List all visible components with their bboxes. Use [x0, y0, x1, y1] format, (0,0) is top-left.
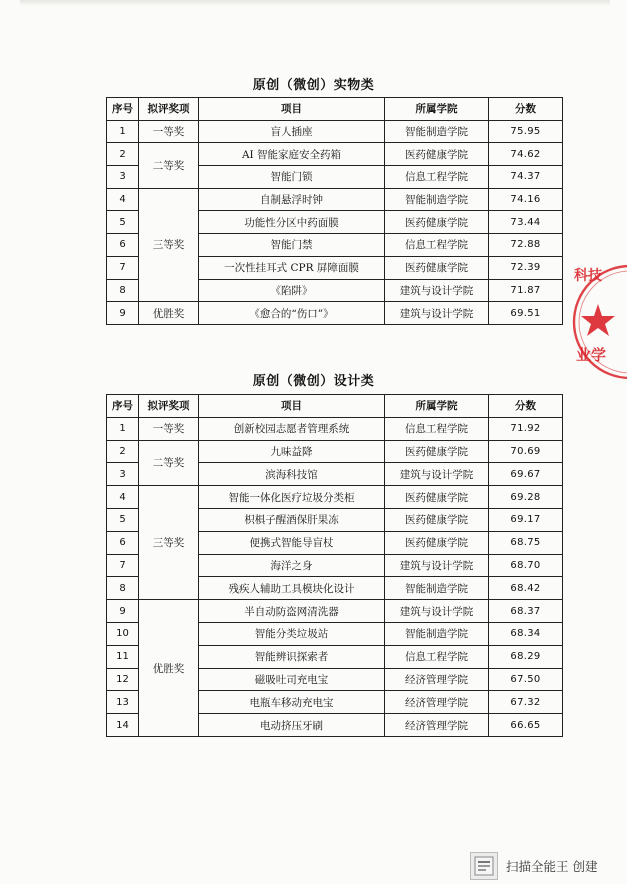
project-name: 海洋之身	[199, 554, 385, 577]
header-level: 拟评奖项	[139, 395, 199, 418]
score: 71.92	[489, 417, 563, 440]
header-score: 分数	[489, 98, 563, 121]
score: 69.17	[489, 508, 563, 531]
project-name: 电瓶车移动充电宝	[199, 691, 385, 714]
row-no: 6	[107, 234, 139, 257]
project-name: 功能性分区中药面膜	[199, 211, 385, 234]
score: 69.28	[489, 486, 563, 509]
row-no: 7	[107, 256, 139, 279]
svg-text:科技: 科技	[574, 268, 602, 284]
score: 71.87	[489, 279, 563, 302]
college-name: 经济管理学院	[385, 668, 489, 691]
row-no: 13	[107, 691, 139, 714]
header-college: 所属学院	[385, 395, 489, 418]
header-no: 序号	[107, 395, 139, 418]
section-title-design: 原创（微创）设计类	[252, 374, 375, 389]
award-level: 优胜奖	[139, 600, 199, 737]
score: 68.42	[489, 577, 563, 600]
college-name: 经济管理学院	[385, 691, 489, 714]
score: 74.37	[489, 166, 563, 189]
table-row	[107, 302, 563, 325]
college-name: 信息工程学院	[385, 417, 489, 440]
row-no: 1	[107, 120, 139, 143]
project-name: AI 智能家庭安全药箱	[199, 143, 385, 166]
table-row	[107, 417, 563, 440]
score: 68.75	[489, 531, 563, 554]
row-no: 4	[107, 188, 139, 211]
award-level: 三等奖	[139, 486, 199, 600]
row-no: 10	[107, 622, 139, 645]
college-name: 医药健康学院	[385, 440, 489, 463]
project-name: 智能一体化医疗垃圾分类柜	[199, 486, 385, 509]
score: 74.62	[489, 143, 563, 166]
scanner-watermark	[470, 852, 597, 880]
table-row	[107, 600, 563, 623]
score: 67.50	[489, 668, 563, 691]
row-no: 9	[107, 302, 139, 325]
header-score: 分数	[489, 395, 563, 418]
project-name: 盲人插座	[199, 120, 385, 143]
row-no: 7	[107, 554, 139, 577]
row-no: 8	[107, 577, 139, 600]
header-project: 项目	[199, 98, 385, 121]
project-name: 滨海科技馆	[199, 463, 385, 486]
row-no: 4	[107, 486, 139, 509]
project-name: 半自动防盗网清洗器	[199, 600, 385, 623]
score: 73.44	[489, 211, 563, 234]
row-no: 11	[107, 645, 139, 668]
award-level: 三等奖	[139, 188, 199, 301]
college-name: 信息工程学院	[385, 166, 489, 189]
college-name: 经济管理学院	[385, 714, 489, 737]
scan-edge	[20, 0, 610, 6]
header-level: 拟评奖项	[139, 98, 199, 121]
table-row	[107, 486, 563, 509]
row-no: 2	[107, 143, 139, 166]
header-college: 所属学院	[385, 98, 489, 121]
award-level: 二等奖	[139, 440, 199, 486]
project-name: 电动挤压牙刷	[199, 714, 385, 737]
score: 68.29	[489, 645, 563, 668]
college-name: 信息工程学院	[385, 645, 489, 668]
table-row	[107, 120, 563, 143]
college-name: 智能制造学院	[385, 577, 489, 600]
award-level: 优胜奖	[139, 302, 199, 325]
college-name: 智能制造学院	[385, 120, 489, 143]
star-icon	[581, 304, 615, 336]
header-no: 序号	[107, 98, 139, 121]
college-name: 医药健康学院	[385, 486, 489, 509]
project-name: 枳椇子醒酒保肝果冻	[199, 508, 385, 531]
row-no: 3	[107, 463, 139, 486]
award-level: 一等奖	[139, 417, 199, 440]
project-name: 《陷阱》	[199, 279, 385, 302]
table-row	[107, 143, 563, 166]
score: 72.39	[489, 256, 563, 279]
award-level: 一等奖	[139, 120, 199, 143]
header-project: 项目	[199, 395, 385, 418]
design-award-table	[106, 394, 563, 737]
college-name: 医药健康学院	[385, 256, 489, 279]
college-name: 建筑与设计学院	[385, 554, 489, 577]
score: 75.95	[489, 120, 563, 143]
row-no: 3	[107, 166, 139, 189]
award-level: 二等奖	[139, 143, 199, 188]
college-name: 智能制造学院	[385, 188, 489, 211]
row-no: 9	[107, 600, 139, 623]
svg-text:业学: 业学	[576, 346, 607, 364]
score: 66.65	[489, 714, 563, 737]
score: 74.16	[489, 188, 563, 211]
score: 68.34	[489, 622, 563, 645]
physical-award-table	[106, 97, 563, 325]
project-name: 《愈合的“伤口”》	[199, 302, 385, 325]
row-no: 5	[107, 211, 139, 234]
score: 67.32	[489, 691, 563, 714]
project-name: 创新校园志愿者管理系统	[199, 417, 385, 440]
score: 68.70	[489, 554, 563, 577]
table-row	[107, 440, 563, 463]
row-no: 8	[107, 279, 139, 302]
project-name: 一次性挂耳式 CPR 屏障面膜	[199, 256, 385, 279]
college-name: 建筑与设计学院	[385, 302, 489, 325]
project-name: 便携式智能导盲杖	[199, 531, 385, 554]
college-name: 建筑与设计学院	[385, 600, 489, 623]
college-name: 医药健康学院	[385, 143, 489, 166]
table-header-row	[107, 395, 563, 418]
project-name: 九味益降	[199, 440, 385, 463]
project-name: 智能门锁	[199, 166, 385, 189]
row-no: 6	[107, 531, 139, 554]
project-name: 残疾人辅助工具模块化设计	[199, 577, 385, 600]
row-no: 2	[107, 440, 139, 463]
table-row	[107, 188, 563, 211]
scanner-credit-text: 扫描全能王 创建	[506, 859, 598, 874]
table-header-row	[107, 98, 563, 121]
college-name: 建筑与设计学院	[385, 279, 489, 302]
score: 69.67	[489, 463, 563, 486]
row-no: 1	[107, 417, 139, 440]
project-name: 磁吸吐司充电宝	[199, 668, 385, 691]
official-seal-stamp	[568, 262, 627, 382]
college-name: 建筑与设计学院	[385, 463, 489, 486]
row-no: 12	[107, 668, 139, 691]
project-name: 智能分类垃圾站	[199, 622, 385, 645]
college-name: 医药健康学院	[385, 211, 489, 234]
camscanner-logo-icon	[470, 852, 498, 880]
row-no: 5	[107, 508, 139, 531]
section-title-physical: 原创（微创）实物类	[252, 78, 375, 93]
project-name: 智能门禁	[199, 234, 385, 257]
score: 70.69	[489, 440, 563, 463]
college-name: 医药健康学院	[385, 531, 489, 554]
college-name: 智能制造学院	[385, 622, 489, 645]
project-name: 自制悬浮时钟	[199, 188, 385, 211]
project-name: 智能辨识探索者	[199, 645, 385, 668]
score: 69.51	[489, 302, 563, 325]
score: 72.88	[489, 234, 563, 257]
score: 68.37	[489, 600, 563, 623]
college-name: 医药健康学院	[385, 508, 489, 531]
row-no: 14	[107, 714, 139, 737]
college-name: 信息工程学院	[385, 234, 489, 257]
